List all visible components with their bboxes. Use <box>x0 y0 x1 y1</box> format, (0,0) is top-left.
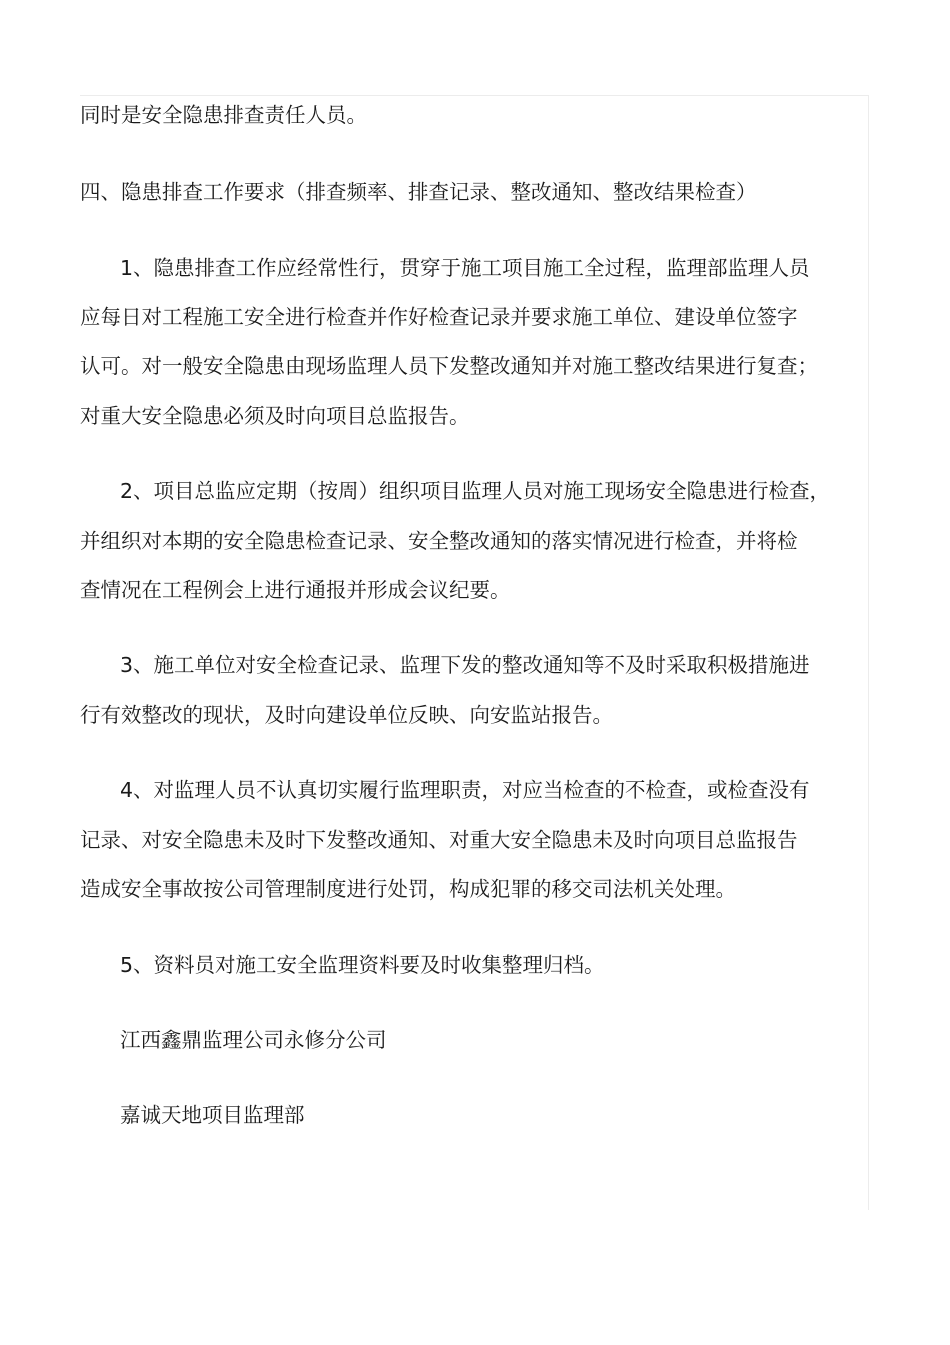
item-1-line-4: 对重大安全隐患必须及时向项目总监报告。 <box>80 404 470 428</box>
item-1-line-3: 认可。对一般安全隐患由现场监理人员下发整改通知并对施工整改结果进行复查； <box>80 354 818 378</box>
item-2-line-3: 查情况在工程例会上进行通报并形成会议纪要。 <box>80 578 511 602</box>
item-2-line-1: 2、项目总监应定期（按周）组织项目监理人员对施工现场安全隐患进行检查， <box>120 479 831 503</box>
item-1-line-2: 应每日对工程施工安全进行检查并作好检查记录并要求施工单位、建设单位签字 <box>80 305 798 329</box>
signature-company: 江西鑫鼎监理公司永修分公司 <box>120 1028 387 1052</box>
signature-department: 嘉诚天地项目监理部 <box>120 1103 305 1127</box>
item-5-line-1: 5、资料员对施工安全监理资料要及时收集整理归档。 <box>120 953 605 977</box>
item-2-line-2: 并组织对本期的安全隐患检查记录、安全整改通知的落实情况进行检查，并将检 <box>80 529 798 553</box>
section-heading: 四、隐患排查工作要求（排查频率、排查记录、整改通知、整改结果检查） <box>80 180 757 204</box>
item-4-line-2: 记录、对安全隐患未及时下发整改通知、对重大安全隐患未及时向项目总监报告 <box>80 828 798 852</box>
item-4-line-3: 造成安全事故按公司管理制度进行处罚，构成犯罪的移交司法机关处理。 <box>80 877 736 901</box>
paragraph-continuation-line: 同时是安全隐患排查责任人员。 <box>80 103 367 127</box>
item-1-line-1: 1、隐患排查工作应经常性行，贯穿于施工项目施工全过程，监理部监理人员 <box>120 256 810 280</box>
item-3-line-1: 3、施工单位对安全检查记录、监理下发的整改通知等不及时采取积极措施进 <box>120 653 810 677</box>
item-3-line-2: 行有效整改的现状，及时向建设单位反映、向安监站报告。 <box>80 703 613 727</box>
item-4-line-1: 4、对监理人员不认真切实履行监理职责，对应当检查的不检查，或检查没有 <box>120 778 810 802</box>
